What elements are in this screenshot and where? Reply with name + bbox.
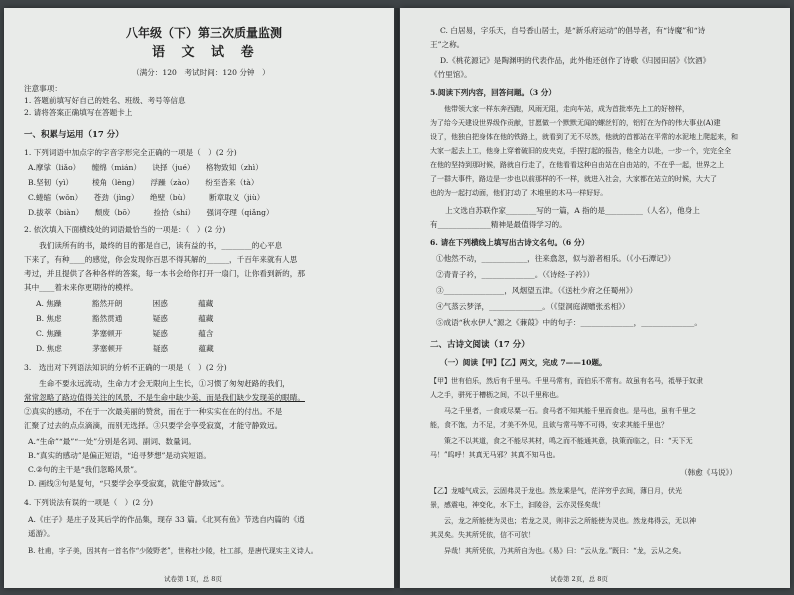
passage-line: 常常忽略了路边值得关注的风景，不是生命中缺少美，而是我们缺少发现美的眼睛。	[24, 393, 305, 402]
passage-line: 其灵矣。失其所凭依，信不可欤！	[430, 531, 535, 539]
passage-line: 人之手，骈死于槽枥之间，不以千里称也。	[430, 391, 563, 399]
passage-line: 也的为一起打动面，他们打动了 木堆里的木马一样好好。	[430, 189, 608, 197]
exam-title: 八年级（下）第三次质量监测	[126, 26, 283, 40]
fill-blank: ⑤成语“秋水伊人”源之《蒹葭》中的句子：______________，______________。	[436, 318, 702, 327]
option-row: 《竹里馆》。	[430, 70, 472, 79]
passage-line: 策之不以其道，食之不能尽其材，鸣之而不能通其意，执策而临之，曰：“天下无	[430, 437, 693, 445]
passage-line: 【甲】世有伯乐，然后有千里马。千里马常有，而伯乐不常有。故虽有名马，祗辱于奴隶	[430, 377, 703, 385]
page-footer: 试卷第 2页，总 8页	[550, 575, 608, 583]
notice-title: 注意事项：	[24, 84, 62, 93]
option-row: D. 焦虑 茅塞顿开 疑惑 蕴藏	[36, 344, 214, 353]
option-row: C. 白居易，字乐天，自号香山居士，是“新乐府运动”的倡导者，有“诗魔”和“诗	[440, 26, 706, 35]
passage-line: 了一群大事件，路边是一步也以前那样的不一样，就进入社会，大家都在站立的时候，大大了	[430, 175, 717, 183]
passage-line: 为了给今天建设世界级作贡献，甘愿做一个默默无闻的螺丝钉的，铝钉在为作的伟大事业(A)建	[430, 119, 721, 127]
exam-meta: （满分：120 考试时间：120 分钟 ）	[132, 68, 270, 77]
sub-heading: （一）阅读【甲】【乙】两文，完成 7——10题。	[440, 358, 607, 367]
question-1: 1. 下列词语中加点字的字音字形完全正确的一项是（ ）(2 分)	[24, 148, 237, 157]
passage-source: （韩愈《马说》）	[680, 468, 737, 477]
section-heading: 二、古诗文阅读（17 分）	[430, 340, 530, 350]
page-gutter	[395, 8, 399, 588]
option-row: 王”之称。	[430, 40, 465, 49]
notice-item: 2. 请将答案正确填写在答题卡上	[24, 108, 133, 117]
exam-page-2	[400, 8, 790, 588]
option-row: D.拔萃（biàn） 颓废（bō） 捡拾（shí） 强词夺理（qiǎng）	[28, 208, 274, 217]
fill-blank: 上文选自苏联作家________写的一篇，A 指的是__________（人名），他身上	[430, 206, 700, 215]
passage-line: 马之千里者，一食或尽粟一石。食马者不知其能千里而食也。是马也，虽有千里之	[430, 407, 696, 415]
fill-blank: ②青青子衿，______________。（《诗经·子衿》）	[436, 270, 595, 279]
option-row: B. 杜甫，字子美，因其有一首名作“少陵野老”，世称杜少陵，杜工部，是唐代现实主义诗人。	[28, 547, 318, 555]
notice-item: 1. 答题前填写好自己的姓名、班级、考号等信息	[24, 96, 186, 105]
option-row: C.蜷缩（wǒn） 苍劲（jìng） 绝壁（bù） 断章取义（jiù）	[28, 193, 265, 202]
section-heading: 一、积累与运用（17 分）	[24, 130, 124, 140]
passage-line: 在他的坚持到那时候，路就自行走了，在他看看这种自由站在自由站的，不在乎一起，世界之上	[430, 161, 724, 169]
option-row: D. 画线③句是复句，“只要学会享受寂寞，就能守静致远”。	[28, 479, 229, 488]
option-row: A. 焦躁 豁然开朗 困惑 蕴藏	[36, 299, 214, 308]
option-row: A.《庄子》是庄子及其后学的作品集，现存 33 篇。《北冥有鱼》节选自内篇的《逍	[28, 515, 305, 524]
option-row: B.坚韧（yì） 棱角（lèng） 浮躁（zào） 纷至沓来（tà）	[28, 178, 259, 187]
passage-line: 云，龙之所能使为灵也；若龙之灵，则非云之所能使为灵也。然龙弗得云，无以神	[430, 517, 696, 525]
option-row: B. 焦虑 豁然贯通 疑惑 蕴藏	[36, 314, 214, 323]
option-row: A.摩挲（liǎo） 缠绵（mián） 诀择（jué） 格物致知（zhì）	[28, 163, 263, 172]
passage-line: 大家一起去上工，他身上穿着破旧的皮夹克，手捏打起的报告，他全力以赴，一步一个，完完全全	[430, 147, 731, 155]
question-6: 6. 请在下列横线上填写出古诗文名句。（6 分）	[430, 238, 589, 247]
passage-line: 下来了，有种____的感觉，你会发现你百思不得其解的______，千百年来就有人思	[24, 255, 298, 264]
option-row: A.“生命”“最”“一处”分别是名词、副词、数量词。	[28, 437, 196, 446]
option-row: B.“真实的感动”是偏正短语，“追寻梦想”是动宾短语。	[28, 451, 211, 460]
passage-line: 考过，并且提供了各种各样的答案，每一本书会给你打开一扇门，让你看到新的，那	[24, 269, 305, 278]
passage-line: 生命不要永远流动，生命力才会无限向上生长，①习惯了匆匆赶路的我们，	[24, 379, 290, 388]
passage-line: 马！”呜呼！其真无马邪？其真不知马也。	[430, 451, 560, 459]
passage-line: 能，食不饱，力不足，才美不外见，且欲与常马等不可得，安求其能千里也？	[430, 421, 668, 429]
passage-line: 他带领大家一样东奔西跑，风雨无阻，走向车站，成为首批率先上工的好榜样，	[430, 105, 689, 113]
question-5: 5.阅读下列内容，回答问题。（3 分）	[430, 88, 556, 97]
passage-line: 汇聚了过去的点点滴滴，而别无选择。③只要学会享受寂寞，才能守静致远。	[24, 421, 283, 430]
passage-line: 其中____着未来你更期待的模样。	[24, 283, 138, 292]
option-row: D.《桃花源记》是陶渊明的代表作品，此外他还创作了诗歌《归园田居》《饮酒》	[440, 56, 711, 65]
option-row: C.②句的主干是“我们忽略风景”。	[28, 465, 142, 474]
passage-line: 异哉！其所凭依，乃其所自为也。《易》曰：“云从龙。”既曰：“龙，云从之矣。	[430, 547, 686, 555]
passage-line: ②真实的感动，不在于一次最美丽的赞赏，而在于一种实实在在的付出。不是	[24, 407, 283, 416]
fill-blank: 有______________精神是最值得学习的。	[430, 220, 567, 229]
subject-title: 语 文 试 卷	[152, 45, 260, 60]
passage-line: 景，感震电，神变化，水下土，汩陵谷，云亦灵怪矣哉！	[430, 501, 605, 509]
page-footer: 试卷第 1页，总 8页	[164, 575, 222, 583]
fill-blank: ④气蒸云梦泽，______________。（《望洞庭湖赠张丞相》）	[436, 302, 630, 311]
passage-line: 我们读所有的书，最终的目的都是自己，读有益的书，________的心平息	[24, 241, 283, 250]
passage-line: 【乙】龙嘘气成云，云固弗灵于龙也。然龙乘是气，茫洋穷乎玄间，薄日月，伏光	[430, 487, 682, 495]
fill-blank: ③________________，风烟望五津。（《送杜少府之任蜀州》）	[436, 286, 638, 295]
question-3: 3. 选出对下列语法知识的分析不正确的一项是（ ）(2 分)	[24, 363, 227, 372]
fill-blank: ①他然不动，____________，往来翕忽，似与游者相乐。（《小石潭记》）	[436, 254, 676, 263]
option-row: C. 焦躁 茅塞顿开 疑惑 蕴含	[36, 329, 214, 338]
option-row: 遥游》。	[28, 529, 55, 538]
question-4: 4. 下列说法有误的一项是（ ）(2 分)	[24, 498, 154, 507]
question-2: 2. 依次填入下面横线处的词语最恰当的一项是：（ ）(2 分)	[24, 225, 226, 234]
passage-line: 设了，他独自把身体在他的铁路上，就看到了无不尽然，他就的首都站在平常的水泥地上爬起来，和	[430, 133, 738, 141]
exam-page-1	[4, 8, 394, 588]
